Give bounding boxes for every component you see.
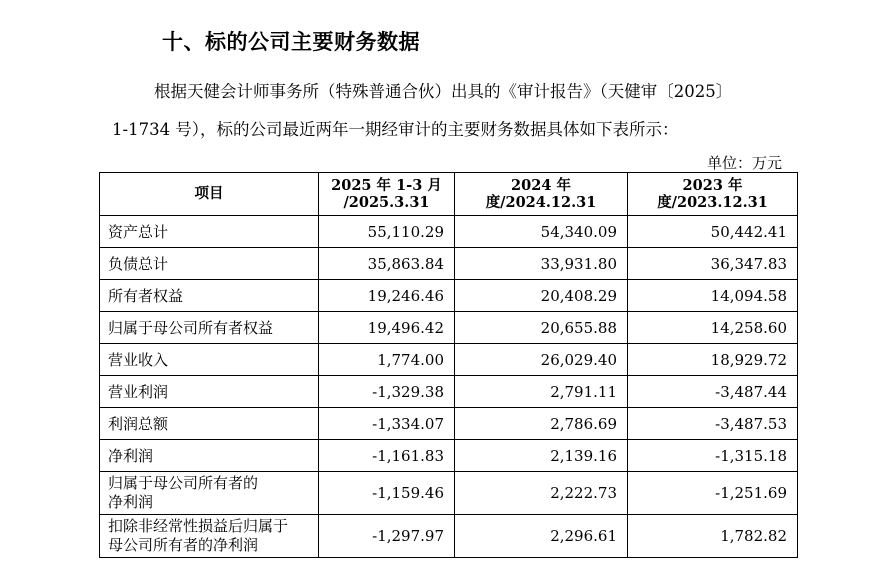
row-value: 50,442.41: [628, 216, 798, 248]
table-row: [100, 280, 798, 312]
row-value: -1,334.07: [319, 408, 455, 440]
unit-label: 单位：万元: [706, 154, 782, 172]
paragraph-line-1: 根据天健会计师事务所（特殊普通合伙）出具的《审计报告》（天健审〔2025〕: [154, 82, 733, 101]
row-label: 负债总计: [100, 248, 319, 280]
row-value: 26,029.40: [455, 344, 628, 376]
row-value: -1,161.83: [319, 440, 455, 472]
table-row: [100, 216, 798, 248]
header-2025q1: 2025 年 1-3 月 /2025.3.31: [319, 173, 455, 216]
row-value: 20,408.29: [455, 280, 628, 312]
table-row: [100, 376, 798, 408]
row-value: -1,297.97: [319, 515, 455, 558]
row-value: 2,222.73: [455, 472, 628, 515]
row-label: 扣除非经常性损益后归属于 母公司所有者的净利润: [100, 515, 319, 558]
table-row: [100, 515, 798, 558]
paragraph-line-2: 1-1734 号），标的公司最近两年一期经审计的主要财务数据具体如下表所示：: [112, 120, 679, 139]
table-row: [100, 248, 798, 280]
financial-data-table: [99, 172, 798, 558]
row-label: 利润总额: [100, 408, 319, 440]
row-label: 归属于母公司所有者权益: [100, 312, 319, 344]
row-value: 20,655.88: [455, 312, 628, 344]
row-value: 18,929.72: [628, 344, 798, 376]
row-value: 2,139.16: [455, 440, 628, 472]
table-row: [100, 440, 798, 472]
row-value: 36,347.83: [628, 248, 798, 280]
row-value: 14,094.58: [628, 280, 798, 312]
row-value: -1,251.69: [628, 472, 798, 515]
row-label: 营业利润: [100, 376, 319, 408]
header-2024: 2024 年度/2024.12.31: [455, 173, 628, 216]
row-label: 所有者权益: [100, 280, 319, 312]
row-value: -1,159.46: [319, 472, 455, 515]
row-value: 35,863.84: [319, 248, 455, 280]
row-label: 净利润: [100, 440, 319, 472]
header-2023: 2023 年度/2023.12.31: [628, 173, 798, 216]
row-value: -1,329.38: [319, 376, 455, 408]
row-value: 19,496.42: [319, 312, 455, 344]
row-value: 33,931.80: [455, 248, 628, 280]
row-value: 55,110.29: [319, 216, 455, 248]
row-value: -3,487.53: [628, 408, 798, 440]
table-header-row: [100, 173, 798, 216]
row-value: 54,340.09: [455, 216, 628, 248]
row-value: -1,315.18: [628, 440, 798, 472]
row-value: 2,296.61: [455, 515, 628, 558]
section-heading: 十、标的公司主要财务数据: [162, 30, 420, 54]
row-value: 2,791.11: [455, 376, 628, 408]
table-row: [100, 344, 798, 376]
table-row: [100, 312, 798, 344]
row-value: 19,246.46: [319, 280, 455, 312]
table-row: [100, 472, 798, 515]
row-label: 归属于母公司所有者的 净利润: [100, 472, 319, 515]
header-item: 项目: [100, 173, 319, 216]
row-label: 营业收入: [100, 344, 319, 376]
row-label: 资产总计: [100, 216, 319, 248]
row-value: 14,258.60: [628, 312, 798, 344]
row-value: -3,487.44: [628, 376, 798, 408]
row-value: 1,782.82: [628, 515, 798, 558]
row-value: 1,774.00: [319, 344, 455, 376]
table-row: [100, 408, 798, 440]
row-value: 2,786.69: [455, 408, 628, 440]
